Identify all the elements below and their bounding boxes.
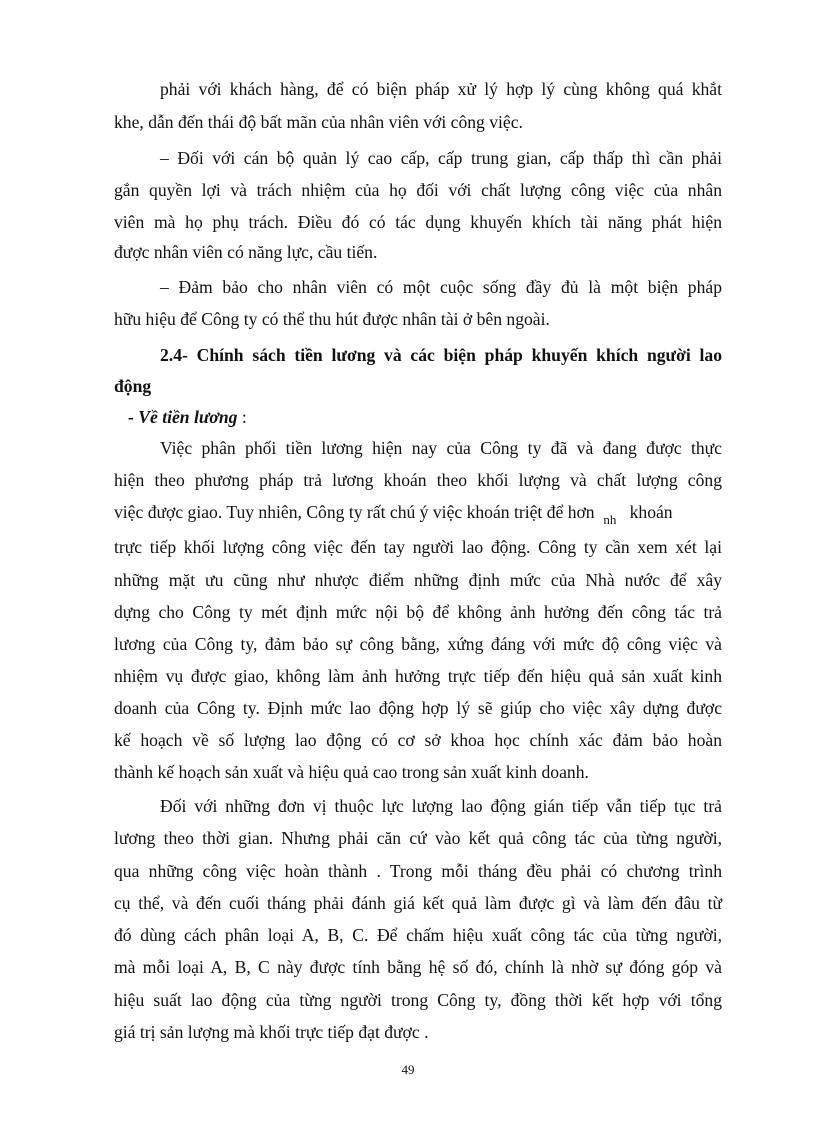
text-line: khe, dẫn đến thái độ bất mãn của nhân viên với công việc.: [114, 112, 523, 132]
text-span: khoán: [629, 502, 673, 522]
subheading-colon: :: [237, 407, 247, 427]
subscript-text: nh: [603, 512, 617, 527]
text-line: mà mỗi loại A, B, C này được tính bằng hệ số đó, chính là nhờ sự đóng góp và: [114, 957, 722, 977]
subheading: [128, 405, 247, 429]
subheading-label: - Về tiền lương: [128, 407, 238, 427]
text-span: việc được giao. Tuy nhiên, Công ty rất chú ý việc khoán triệt để hơn: [114, 502, 595, 522]
text-line: được nhân viên có năng lực, cầu tiến.: [114, 242, 378, 262]
section-heading-cont: động: [114, 376, 152, 396]
page-number: 49: [401, 1062, 415, 1077]
text-line: qua những công việc hoàn thành . Trong mỗi tháng đều phải có chương trình: [114, 861, 722, 881]
text-line: cụ thể, và đến cuối tháng phải đánh giá kết quả làm được gì và làm đến đâu từ: [114, 893, 722, 913]
text-line: trực tiếp khối lượng công việc đến tay người lao động. Công ty cần xem xét lại: [114, 537, 722, 557]
text-line: đó dùng cách phân loại A, B, C. Để chấm hiệu xuất công tác của từng người,: [114, 925, 722, 945]
text-line: giá trị sản lượng mà khối trực tiếp đạt được .: [114, 1022, 429, 1042]
text-line: – Đảm bảo cho nhân viên có một cuộc sống đầy đủ là một biện pháp: [160, 277, 722, 297]
text-line: lương của Công ty, đảm bảo sự công bằng, xứng đáng với mức độ công việc và: [114, 634, 722, 654]
text-line: thành kế hoạch sản xuất và hiệu quả cao trong sản xuất kinh doanh.: [114, 762, 589, 782]
text-line: doanh của Công ty. Định mức lao động hợp lý sẽ giúp cho việc xây dựng được: [114, 698, 722, 718]
text-line: nhiệm vụ được giao, không làm ảnh hưởng trực tiếp đến hiệu quả sản xuất kinh: [114, 666, 722, 686]
text-line: hiệu suất lao động của từng người trong Công ty, đồng thời kết hợp với tổng: [114, 990, 722, 1010]
text-line: viên mà họ phụ trách. Điều đó có tác dụng khuyến khích tài năng phát hiện: [114, 212, 722, 232]
text-line: [114, 500, 673, 526]
text-line: kế hoạch về số lượng lao động có cơ sở khoa học chính xác đảm bảo hoàn: [114, 730, 722, 750]
text-line: Việc phân phối tiền lương hiện nay của Công ty đã và đang được thực: [160, 438, 722, 458]
text-line: những mặt ưu cũng như nhược điểm những định mức của Nhà nước để xây: [114, 570, 722, 590]
text-line: gắn quyền lợi và trách nhiệm của họ đối với chất lượng công việc của nhân: [114, 180, 722, 200]
text-line: hiện theo phương pháp trả lương khoán theo khối lượng và chất lượng công: [114, 470, 722, 490]
text-line: – Đối với cán bộ quản lý cao cấp, cấp trung gian, cấp thấp thì cần phải: [160, 148, 722, 168]
text-line: lương theo thời gian. Nhưng phải căn cứ vào kết quả công tác của từng người,: [114, 828, 722, 848]
text-line: Đối với những đơn vị thuộc lực lượng lao động gián tiếp vẫn tiếp tục trả: [160, 796, 722, 816]
text-line: hữu hiệu để Công ty có thể thu hút được nhân tài ở bên ngoài.: [114, 309, 550, 329]
section-heading: 2.4- Chính sách tiền lương và các biện pháp khuyến khích người lao: [160, 345, 722, 365]
text-line: dựng cho Công ty mét định mức nội bộ để không ảnh hưởng đến công tác trả: [114, 602, 722, 622]
text-line: phải với khách hàng, để có biện pháp xử lý hợp lý cùng không quá khắt: [160, 79, 722, 99]
